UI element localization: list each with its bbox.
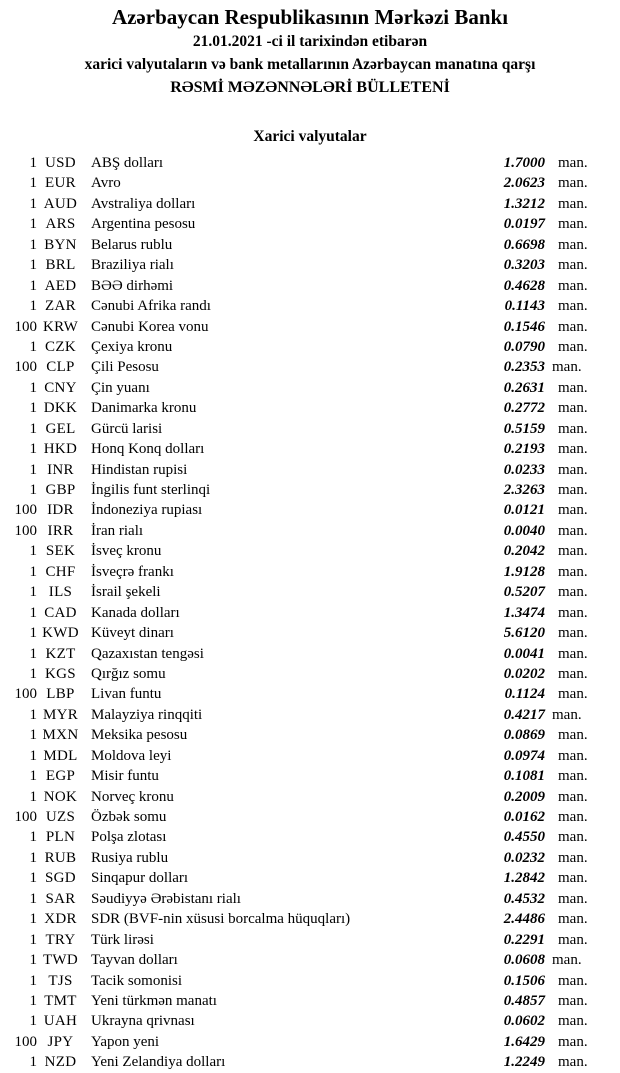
row-rate: 0.0608 xyxy=(503,952,545,969)
row-name: Qırğız somu xyxy=(91,665,166,682)
row-code: TMT xyxy=(44,992,77,1009)
row-name: Tacik somonisi xyxy=(91,972,183,989)
row-code: UZS xyxy=(45,809,76,825)
row-name: Cənubi Korea vonu xyxy=(91,318,209,335)
currency-row xyxy=(0,255,620,275)
row-unit: man. xyxy=(558,1013,588,1030)
row-unit: man. xyxy=(552,706,582,723)
currency-row xyxy=(0,644,620,664)
row-quantity: 1 xyxy=(29,216,37,233)
row-unit: man. xyxy=(558,379,588,396)
row-unit: man. xyxy=(558,768,588,785)
row-name: Səudiyyə Ərəbistanı rialı xyxy=(91,890,241,907)
row-quantity: 1 xyxy=(29,400,37,417)
row-unit: man. xyxy=(558,482,588,498)
row-quantity: 1 xyxy=(29,543,37,560)
row-name: SDR (BVF-nin xüsusi borcalma hüquqları) xyxy=(91,911,351,928)
row-quantity: 1 xyxy=(29,870,37,887)
row-code: CLP xyxy=(46,359,75,376)
row-code: KGS xyxy=(45,665,76,682)
row-code: TWD xyxy=(42,952,79,969)
row-rate: 0.0974 xyxy=(503,747,545,764)
row-quantity: 1 xyxy=(29,584,37,601)
row-name: Honq Konq dolları xyxy=(91,441,205,458)
row-quantity: 1 xyxy=(29,563,37,580)
row-rate: 0.4532 xyxy=(503,890,545,907)
row-name: Cənubi Afrika randı xyxy=(91,298,211,315)
row-unit: man. xyxy=(558,318,588,335)
row-rate: 0.2042 xyxy=(503,543,545,560)
row-quantity: 1 xyxy=(29,625,37,642)
currency-row xyxy=(0,562,620,582)
row-rate: 0.2353 xyxy=(503,359,545,376)
row-name: Danimarka kronu xyxy=(91,400,197,417)
row-name: Livan funtu xyxy=(91,686,162,703)
document-header xyxy=(0,4,620,100)
row-quantity: 100 xyxy=(14,1033,37,1050)
currency-row xyxy=(0,521,620,541)
row-rate: 1.2249 xyxy=(503,1054,545,1071)
row-name: Yeni türkmən manatı xyxy=(91,992,217,1009)
row-rate: 0.0041 xyxy=(503,645,545,662)
row-quantity: 100 xyxy=(14,522,37,539)
row-name: Braziliya rialı xyxy=(91,257,174,274)
row-name: İsveçrə frankı xyxy=(91,563,174,580)
row-unit: man. xyxy=(558,911,588,928)
row-unit: man. xyxy=(558,236,588,253)
currency-row xyxy=(0,664,620,684)
row-unit: man. xyxy=(558,931,588,948)
row-rate: 1.3474 xyxy=(503,604,545,621)
row-unit: man. xyxy=(558,992,588,1009)
row-rate: 0.4217 xyxy=(503,706,545,723)
row-code: INR xyxy=(47,461,74,478)
row-unit: man. xyxy=(558,584,588,601)
row-name: Belarus rublu xyxy=(91,236,173,253)
row-unit: man. xyxy=(558,645,588,662)
row-name: İngilis funt sterlinqi xyxy=(91,482,211,498)
bulletin-title: RƏSMİ MƏZƏNNƏLƏRİ BÜLLETENİ xyxy=(170,79,450,96)
row-rate: 0.5207 xyxy=(503,584,545,601)
row-rate: 0.1143 xyxy=(504,298,545,315)
currency-row xyxy=(0,214,620,234)
row-quantity: 1 xyxy=(29,931,37,948)
row-name: İsveç kronu xyxy=(91,543,162,560)
row-code: UAH xyxy=(43,1013,78,1030)
row-quantity: 1 xyxy=(29,257,37,274)
row-rate: 1.3212 xyxy=(503,195,545,212)
row-quantity: 1 xyxy=(29,482,37,498)
row-rate: 0.0121 xyxy=(503,502,545,519)
row-rate: 0.0790 xyxy=(503,338,545,355)
row-quantity: 100 xyxy=(14,809,37,825)
row-name: Meksika pesosu xyxy=(91,727,188,744)
row-quantity: 1 xyxy=(29,420,37,437)
row-unit: man. xyxy=(558,788,588,805)
row-unit: man. xyxy=(552,359,582,376)
row-quantity: 1 xyxy=(29,849,37,866)
currency-row xyxy=(0,296,620,316)
row-code: USD xyxy=(45,155,76,171)
row-unit: man. xyxy=(558,155,588,171)
row-name: Qazaxıstan tengəsi xyxy=(91,645,204,662)
row-rate: 0.0233 xyxy=(503,461,545,478)
row-code: MXN xyxy=(42,727,79,744)
row-quantity: 1 xyxy=(29,604,37,621)
row-code: ZAR xyxy=(45,298,76,315)
currency-row xyxy=(0,419,620,439)
row-name: Çili Pesosu xyxy=(91,359,159,376)
row-rate: 0.0197 xyxy=(503,216,545,233)
row-rate: 0.0602 xyxy=(503,1013,545,1030)
currency-row xyxy=(0,991,620,1011)
row-quantity: 1 xyxy=(29,298,37,315)
row-rate: 2.4486 xyxy=(503,911,545,928)
row-quantity: 1 xyxy=(29,972,37,989)
currency-row xyxy=(0,460,620,480)
row-code: TJS xyxy=(48,972,73,989)
row-rate: 0.2291 xyxy=(503,931,545,948)
row-code: BRL xyxy=(45,257,76,274)
currency-row xyxy=(0,357,620,377)
row-quantity: 1 xyxy=(29,727,37,744)
row-name: Rusiya rublu xyxy=(91,849,169,866)
row-code: CHF xyxy=(45,563,76,580)
currency-row xyxy=(0,807,620,827)
row-quantity: 1 xyxy=(29,645,37,662)
row-quantity: 1 xyxy=(29,992,37,1009)
currency-row xyxy=(0,787,620,807)
row-unit: man. xyxy=(558,747,588,764)
row-rate: 1.9128 xyxy=(503,563,545,580)
row-unit: man. xyxy=(558,257,588,274)
currency-row xyxy=(0,868,620,888)
row-name: Türk lirəsi xyxy=(91,931,154,948)
row-quantity: 1 xyxy=(29,175,37,192)
currency-row xyxy=(0,337,620,357)
row-name: Malayziya rinqqiti xyxy=(91,706,203,723)
row-unit: man. xyxy=(558,604,588,621)
currency-row xyxy=(0,623,620,643)
row-unit: man. xyxy=(558,502,588,519)
row-quantity: 1 xyxy=(29,911,37,928)
row-code: KZT xyxy=(45,645,76,662)
row-rate: 2.0623 xyxy=(503,175,545,192)
row-name: Kanada dolları xyxy=(91,604,180,621)
row-name: Yapon yeni xyxy=(91,1033,160,1050)
row-name: Norveç kronu xyxy=(91,788,174,805)
currency-row xyxy=(0,848,620,868)
row-rate: 0.3203 xyxy=(503,257,545,274)
row-quantity: 1 xyxy=(29,952,37,969)
row-name: Gürcü larisi xyxy=(91,420,163,437)
row-name: Çin yuanı xyxy=(91,379,150,396)
section-title-foreign-currencies: Xarici valyutalar xyxy=(253,128,367,145)
row-quantity: 1 xyxy=(29,338,37,355)
row-code: ILS xyxy=(48,584,73,601)
row-rate: 0.4628 xyxy=(503,277,545,294)
row-code: IDR xyxy=(47,502,74,519)
row-rate: 0.4550 xyxy=(503,829,545,846)
row-code: XDR xyxy=(44,911,77,928)
currency-row xyxy=(0,1032,620,1052)
row-rate: 0.0869 xyxy=(503,727,545,744)
row-code: KRW xyxy=(42,318,79,335)
row-code: GEL xyxy=(45,420,76,437)
currency-row xyxy=(0,398,620,418)
row-name: BƏƏ dirhəmi xyxy=(91,277,174,294)
bulletin-subtitle: xarici valyutaların və bank metallarının Azərbaycan manatına qarşı xyxy=(84,56,536,73)
row-code: ARS xyxy=(45,216,76,233)
currency-row xyxy=(0,439,620,459)
row-unit: man. xyxy=(558,686,588,703)
currency-row xyxy=(0,1052,620,1072)
row-unit: man. xyxy=(558,890,588,907)
row-name: Hindistan rupisi xyxy=(91,461,188,478)
row-quantity: 100 xyxy=(14,686,37,703)
row-code: JPY xyxy=(47,1033,74,1050)
currency-row xyxy=(0,1011,620,1031)
row-unit: man. xyxy=(558,175,588,192)
row-name: Moldova leyi xyxy=(91,747,172,764)
row-rate: 0.2009 xyxy=(503,788,545,805)
row-unit: man. xyxy=(558,420,588,437)
row-quantity: 1 xyxy=(29,441,37,458)
row-unit: man. xyxy=(558,972,588,989)
row-code: AED xyxy=(44,277,77,294)
row-rate: 0.0162 xyxy=(503,809,545,825)
row-name: Küveyt dinarı xyxy=(91,625,174,642)
row-quantity: 1 xyxy=(29,665,37,682)
currency-row xyxy=(0,378,620,398)
row-unit: man. xyxy=(558,665,588,682)
row-quantity: 1 xyxy=(29,195,37,212)
currency-row xyxy=(0,971,620,991)
row-name: Argentina pesosu xyxy=(91,216,196,233)
row-code: SGD xyxy=(45,870,76,887)
currency-row xyxy=(0,950,620,970)
row-unit: man. xyxy=(558,298,588,315)
currency-row xyxy=(0,684,620,704)
row-name: Ukrayna qrivnası xyxy=(91,1013,195,1030)
row-rate: 0.1546 xyxy=(503,318,545,335)
row-rate: 0.2631 xyxy=(503,379,545,396)
bank-name-title: Azərbaycan Respublikasının Mərkəzi Bankı xyxy=(111,5,509,29)
row-name: Tayvan dolları xyxy=(91,952,178,969)
row-unit: man. xyxy=(558,216,588,233)
row-code: DKK xyxy=(43,400,78,417)
row-quantity: 1 xyxy=(29,890,37,907)
row-name: Çexiya kronu xyxy=(91,338,173,355)
row-unit: man. xyxy=(558,1033,588,1050)
row-code: LBP xyxy=(46,686,75,703)
row-name: Avro xyxy=(91,175,121,192)
row-unit: man. xyxy=(558,522,588,539)
row-name: Misir funtu xyxy=(91,768,159,785)
row-code: AUD xyxy=(43,195,78,212)
row-code: KWD xyxy=(42,625,79,642)
row-code: RUB xyxy=(44,849,77,866)
row-quantity: 1 xyxy=(29,829,37,846)
row-unit: man. xyxy=(558,441,588,458)
row-unit: man. xyxy=(558,461,588,478)
row-unit: man. xyxy=(558,563,588,580)
currency-row xyxy=(0,317,620,337)
currency-row xyxy=(0,725,620,745)
row-rate: 0.1506 xyxy=(503,972,545,989)
currency-table xyxy=(0,153,620,1073)
row-rate: 0.0202 xyxy=(503,665,545,682)
row-code: CZK xyxy=(45,338,76,355)
row-quantity: 1 xyxy=(29,155,37,171)
row-code: EUR xyxy=(45,175,76,192)
row-name: Sinqapur dolları xyxy=(91,870,189,887)
row-rate: 5.6120 xyxy=(503,625,545,642)
row-code: SAR xyxy=(45,890,76,907)
currency-row xyxy=(0,153,620,173)
row-quantity: 100 xyxy=(14,502,37,519)
currency-row xyxy=(0,603,620,623)
row-rate: 0.1124 xyxy=(504,686,545,703)
row-quantity: 1 xyxy=(29,747,37,764)
row-unit: man. xyxy=(558,849,588,866)
row-quantity: 1 xyxy=(29,706,37,723)
row-quantity: 1 xyxy=(29,788,37,805)
row-rate: 0.0232 xyxy=(503,849,545,866)
row-rate: 0.5159 xyxy=(503,420,545,437)
row-name: ABŞ dolları xyxy=(91,155,164,171)
row-code: MDL xyxy=(43,747,78,764)
row-name: İndoneziya rupiası xyxy=(91,502,203,519)
row-rate: 0.2193 xyxy=(503,441,545,458)
row-quantity: 1 xyxy=(29,277,37,294)
row-quantity: 100 xyxy=(14,359,37,376)
row-rate: 2.3263 xyxy=(503,482,545,498)
currency-row xyxy=(0,541,620,561)
row-name: İran rialı xyxy=(91,522,144,539)
row-name: Özbək somu xyxy=(91,809,167,825)
currency-row xyxy=(0,194,620,214)
row-unit: man. xyxy=(558,870,588,887)
row-unit: man. xyxy=(558,543,588,560)
row-code: HKD xyxy=(43,441,78,458)
row-code: BYN xyxy=(44,236,77,253)
row-rate: 0.1081 xyxy=(503,768,545,785)
row-rate: 1.6429 xyxy=(503,1033,545,1050)
row-unit: man. xyxy=(552,952,582,969)
currency-row xyxy=(0,500,620,520)
row-quantity: 1 xyxy=(29,379,37,396)
currency-row xyxy=(0,930,620,950)
row-unit: man. xyxy=(558,195,588,212)
currency-row xyxy=(0,173,620,193)
row-quantity: 1 xyxy=(29,1013,37,1030)
row-code: MYR xyxy=(42,706,79,723)
row-code: CAD xyxy=(44,604,77,621)
currency-row xyxy=(0,766,620,786)
currency-row xyxy=(0,480,620,500)
currency-row xyxy=(0,827,620,847)
row-name: Yeni Zelandiya dolları xyxy=(91,1054,226,1071)
row-unit: man. xyxy=(558,277,588,294)
row-code: IRR xyxy=(47,522,74,539)
row-quantity: 1 xyxy=(29,461,37,478)
row-name: İsrail şekeli xyxy=(91,584,161,601)
row-quantity: 1 xyxy=(29,768,37,785)
currency-row xyxy=(0,909,620,929)
row-code: PLN xyxy=(45,829,76,846)
effective-date-line: 21.01.2021 -ci il tarixindən etibarən xyxy=(192,33,428,50)
row-code: CNY xyxy=(44,379,77,396)
row-rate: 0.2772 xyxy=(503,400,545,417)
currency-row xyxy=(0,746,620,766)
row-quantity: 1 xyxy=(29,236,37,253)
row-code: TRY xyxy=(45,931,76,948)
row-unit: man. xyxy=(558,727,588,744)
row-code: NOK xyxy=(43,788,78,805)
row-rate: 0.4857 xyxy=(503,992,545,1009)
row-unit: man. xyxy=(558,625,588,642)
row-quantity: 1 xyxy=(29,1054,37,1071)
row-unit: man. xyxy=(558,809,588,825)
row-unit: man. xyxy=(558,1054,588,1071)
row-code: NZD xyxy=(44,1054,77,1071)
currency-row xyxy=(0,889,620,909)
row-rate: 1.7000 xyxy=(503,155,545,171)
row-unit: man. xyxy=(558,400,588,417)
row-unit: man. xyxy=(558,338,588,355)
row-name: Polşa zlotası xyxy=(91,829,167,846)
row-code: EGP xyxy=(45,768,76,785)
row-quantity: 100 xyxy=(14,318,37,335)
currency-row xyxy=(0,276,620,296)
row-name: Avstraliya dolları xyxy=(91,195,196,212)
row-rate: 0.0040 xyxy=(503,522,545,539)
row-unit: man. xyxy=(558,829,588,846)
currency-row xyxy=(0,582,620,602)
row-rate: 0.6698 xyxy=(503,236,545,253)
currency-row xyxy=(0,235,620,255)
row-rate: 1.2842 xyxy=(503,870,545,887)
row-code: GBP xyxy=(45,482,76,498)
row-code: SEK xyxy=(45,543,76,560)
currency-row xyxy=(0,705,620,725)
